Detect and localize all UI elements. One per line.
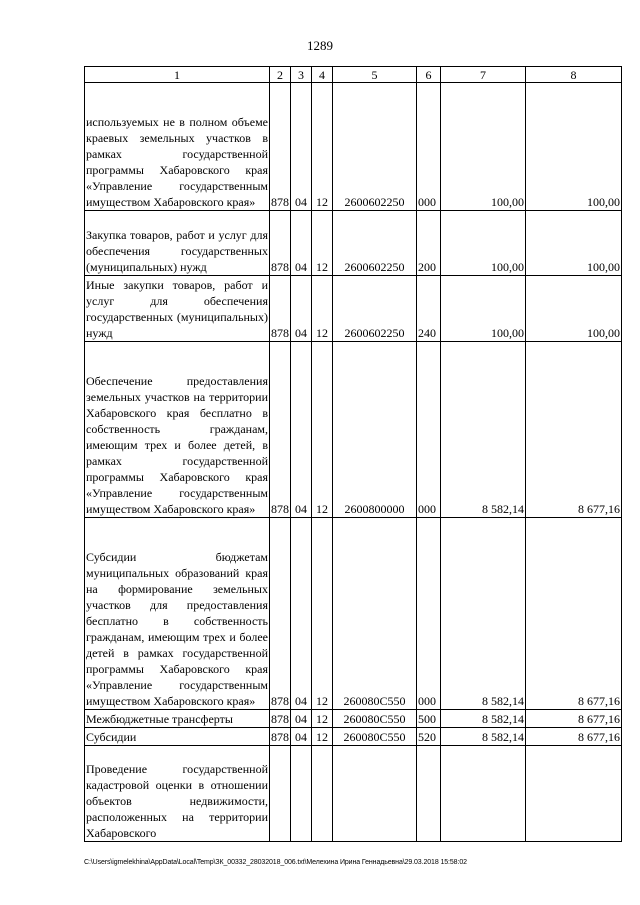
file-path-footer: C:\Users\igmelekhina\AppData\Local\Temp\ЗК_00332_28032018_006.txt\Мелехина Ирина Геннадьевна\29.03.2018 15:58:02 — [84, 859, 467, 866]
header-cell-2: 2 — [270, 67, 291, 83]
table-row — [85, 728, 622, 746]
row-subsection: 12 — [312, 518, 333, 710]
row-amount-year1: 8 582,14 — [441, 710, 526, 728]
row-admin-code: 878 — [270, 710, 291, 728]
row-amount-year1: 100,00 — [441, 211, 526, 276]
row-amount-year2: 100,00 — [526, 211, 622, 276]
row-admin-code: 878 — [270, 342, 291, 518]
row-subsection: 12 — [312, 710, 333, 728]
header-cell-6: 6 — [417, 67, 441, 83]
table-row — [85, 276, 622, 342]
row-amount-year1: 100,00 — [441, 276, 526, 342]
row-section: 04 — [291, 710, 312, 728]
row-description: Иные закупки товаров, работ и услуг для обеспечения государственных (муниципальных) нужд — [85, 276, 270, 342]
row-expense-type: 200 — [417, 211, 441, 276]
row-description: Закупка товаров, работ и услуг для обеспечения государственных (муниципальных) нужд — [85, 211, 270, 276]
row-amount-year2: 8 677,16 — [526, 728, 622, 746]
row-expense-type — [417, 746, 441, 842]
row-section: 04 — [291, 211, 312, 276]
row-description: Субсидии — [85, 728, 270, 746]
row-description: Обеспечение предоставления земельных участков на территории Хабаровского края бесплатно в собственность гражданам, имеющим трех и более детей, в рамках государственной программы Хабаровского края «Управление государственным имуществом Хабаровского края» — [85, 342, 270, 518]
row-admin-code: 878 — [270, 83, 291, 211]
table-row — [85, 518, 622, 710]
row-target-code: 2600602250 — [333, 211, 417, 276]
row-subsection: 12 — [312, 276, 333, 342]
table-row — [85, 710, 622, 728]
row-target-code: 2600800000 — [333, 342, 417, 518]
row-subsection: 12 — [312, 211, 333, 276]
row-subsection: 12 — [312, 83, 333, 211]
row-amount-year2: 100,00 — [526, 276, 622, 342]
row-target-code: 2600602250 — [333, 276, 417, 342]
row-section: 04 — [291, 342, 312, 518]
row-amount-year1: 8 582,14 — [441, 342, 526, 518]
row-target-code: 260080C550 — [333, 710, 417, 728]
header-cell-8: 8 — [526, 67, 622, 83]
row-amount-year2: 8 677,16 — [526, 342, 622, 518]
row-amount-year1: 8 582,14 — [441, 728, 526, 746]
row-description: Проведение государственной кадастровой оценки в отношении объектов недвижимости, расположенных на территории Хабаровского — [85, 746, 270, 842]
header-cell-3: 3 — [291, 67, 312, 83]
table-row — [85, 211, 622, 276]
header-row — [85, 67, 622, 83]
budget-table — [84, 66, 622, 842]
header-cell-5: 5 — [333, 67, 417, 83]
row-target-code: 260080C550 — [333, 728, 417, 746]
row-amount-year2: 8 677,16 — [526, 518, 622, 710]
row-amount-year2 — [526, 746, 622, 842]
header-cell-7: 7 — [441, 67, 526, 83]
row-target-code: 2600602250 — [333, 83, 417, 211]
row-section: 04 — [291, 728, 312, 746]
row-expense-type: 000 — [417, 83, 441, 211]
row-amount-year1: 8 582,14 — [441, 518, 526, 710]
row-expense-type: 000 — [417, 518, 441, 710]
row-admin-code: 878 — [270, 728, 291, 746]
table-row — [85, 746, 622, 842]
row-description: Межбюджетные трансферты — [85, 710, 270, 728]
row-description: Субсидии бюджетам муниципальных образований края на формирование земельных участков для предоставления бесплатно в собственность гражданам, имеющим трех и более детей в рамках государственной программы Хабаровского края «Управление государственным имуществом Хабаровского края» — [85, 518, 270, 710]
row-target-code: 260080C550 — [333, 518, 417, 710]
row-description: используемых не в полном объеме краевых земельных участков в рамках государственной программы Хабаровского края «Управление государственным имуществом Хабаровского края» — [85, 83, 270, 211]
row-admin-code: 878 — [270, 276, 291, 342]
row-section: 04 — [291, 83, 312, 211]
row-amount-year2: 8 677,16 — [526, 710, 622, 728]
header-cell-1: 1 — [85, 67, 270, 83]
table-row — [85, 83, 622, 211]
row-section: 04 — [291, 518, 312, 710]
row-admin-code — [270, 746, 291, 842]
row-amount-year1: 100,00 — [441, 83, 526, 211]
row-admin-code: 878 — [270, 518, 291, 710]
table-row — [85, 342, 622, 518]
row-subsection: 12 — [312, 342, 333, 518]
row-section: 04 — [291, 276, 312, 342]
row-expense-type: 500 — [417, 710, 441, 728]
row-amount-year1 — [441, 746, 526, 842]
row-amount-year2: 100,00 — [526, 83, 622, 211]
header-cell-4: 4 — [312, 67, 333, 83]
row-target-code — [333, 746, 417, 842]
row-section — [291, 746, 312, 842]
row-subsection — [312, 746, 333, 842]
row-admin-code: 878 — [270, 211, 291, 276]
page-number: 1289 — [307, 38, 333, 53]
row-subsection: 12 — [312, 728, 333, 746]
row-expense-type: 240 — [417, 276, 441, 342]
row-expense-type: 000 — [417, 342, 441, 518]
row-expense-type: 520 — [417, 728, 441, 746]
